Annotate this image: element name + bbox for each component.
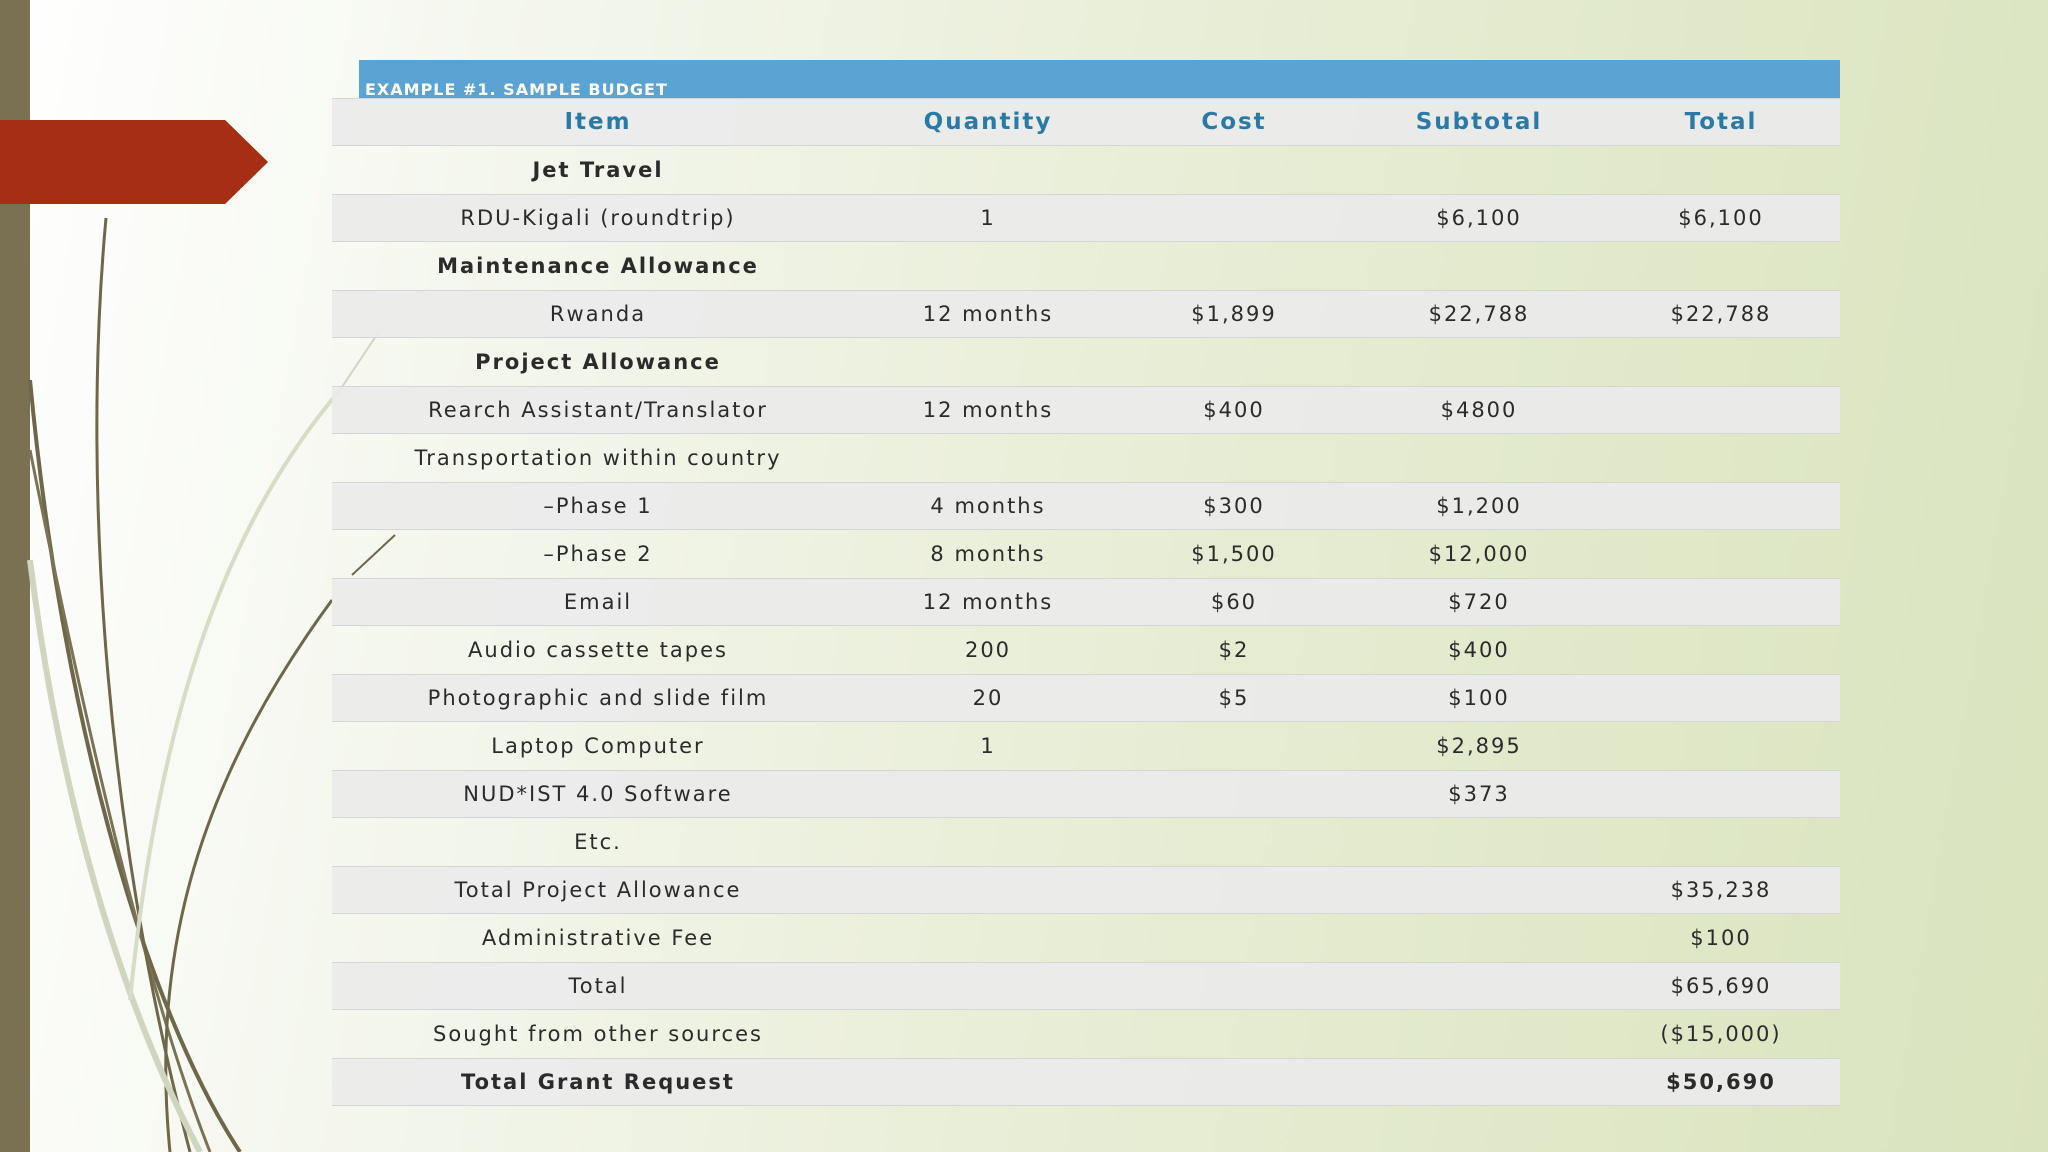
cell-item: Administrative Fee xyxy=(481,926,715,950)
table-row xyxy=(332,386,1840,434)
cell-total: ($15,000) xyxy=(1660,1022,1782,1046)
cell-total: $65,690 xyxy=(1670,974,1772,998)
cell-total: $6,100 xyxy=(1678,206,1764,230)
cell-quantity: 12 months xyxy=(922,398,1054,422)
cell-total: $35,238 xyxy=(1670,878,1772,902)
cell-cost: $400 xyxy=(1203,398,1265,422)
cell-item: Sought from other sources xyxy=(433,1022,763,1046)
cell-subtotal: $22,788 xyxy=(1428,302,1530,326)
table-row xyxy=(332,626,1840,674)
cell-item: Jet Travel xyxy=(532,158,664,182)
cell-total: $22,788 xyxy=(1670,302,1772,326)
cell-subtotal: $12,000 xyxy=(1428,542,1530,566)
cell-item: Total Grant Request xyxy=(461,1070,735,1094)
cell-item: RDU-Kigali (roundtrip) xyxy=(460,206,736,230)
table-row xyxy=(332,818,1840,866)
cell-total: $100 xyxy=(1690,926,1752,950)
header-item: Item xyxy=(564,109,632,135)
table-row xyxy=(332,1010,1840,1058)
cell-subtotal: $720 xyxy=(1448,590,1510,614)
cell-quantity: 12 months xyxy=(922,590,1054,614)
cell-total: $50,690 xyxy=(1666,1070,1776,1094)
table-row xyxy=(332,482,1840,530)
cell-subtotal: $2,895 xyxy=(1436,734,1522,758)
header-cost: Cost xyxy=(1201,109,1267,135)
cell-quantity: 8 months xyxy=(930,542,1046,566)
cell-quantity: 4 months xyxy=(930,494,1046,518)
cell-quantity: 1 xyxy=(980,206,996,230)
table-title: EXAMPLE #1. SAMPLE BUDGET xyxy=(359,60,1840,98)
cell-item: Maintenance Allowance xyxy=(437,254,759,278)
cell-subtotal: $400 xyxy=(1448,638,1510,662)
cell-quantity: 12 months xyxy=(922,302,1054,326)
cell-subtotal: $100 xyxy=(1448,686,1510,710)
cell-item: Total xyxy=(568,974,628,998)
cell-item: Total Project Allowance xyxy=(454,878,742,902)
table-row xyxy=(332,146,1840,194)
table-row xyxy=(332,914,1840,962)
cell-cost: $300 xyxy=(1203,494,1265,518)
table-row xyxy=(332,578,1840,626)
table-body xyxy=(332,146,1840,1106)
cell-item: NUD*IST 4.0 Software xyxy=(463,782,733,806)
table-row xyxy=(332,722,1840,770)
cell-item: Etc. xyxy=(574,830,622,854)
table-header-row xyxy=(332,98,1840,146)
cell-cost: $1,500 xyxy=(1191,542,1277,566)
cell-subtotal: $6,100 xyxy=(1436,206,1522,230)
cell-subtotal: $373 xyxy=(1448,782,1510,806)
cell-item: Transportation within country xyxy=(414,446,782,470)
cell-item: Email xyxy=(563,590,633,614)
header-quantity: Quantity xyxy=(923,109,1053,135)
table-row xyxy=(332,290,1840,338)
header-total: Total xyxy=(1684,109,1758,135)
table-row xyxy=(332,866,1840,914)
cell-cost: $1,899 xyxy=(1191,302,1277,326)
cell-cost: $2 xyxy=(1218,638,1250,662)
cell-item: Audio cassette tapes xyxy=(468,638,728,662)
cell-quantity: 20 xyxy=(972,686,1004,710)
cell-quantity: 200 xyxy=(964,638,1012,662)
cell-item: –Phase 2 xyxy=(543,542,653,566)
cell-item: Rearch Assistant/Translator xyxy=(428,398,768,422)
table-row xyxy=(332,770,1840,818)
table-row xyxy=(332,530,1840,578)
cell-item: –Phase 1 xyxy=(543,494,653,518)
header-subtotal: Subtotal xyxy=(1415,109,1543,135)
cell-item: Laptop Computer xyxy=(491,734,705,758)
table-row xyxy=(332,962,1840,1010)
cell-subtotal: $4800 xyxy=(1440,398,1518,422)
red-arrow-flag xyxy=(0,120,268,204)
table-row xyxy=(332,338,1840,386)
cell-item: Photographic and slide film xyxy=(427,686,769,710)
cell-quantity: 1 xyxy=(980,734,996,758)
table-row xyxy=(332,242,1840,290)
table-row xyxy=(332,674,1840,722)
table-row xyxy=(332,1058,1840,1106)
cell-item: Project Allowance xyxy=(475,350,721,374)
table-row xyxy=(332,194,1840,242)
cell-cost: $5 xyxy=(1218,686,1250,710)
budget-table xyxy=(332,60,1840,1106)
cell-cost: $60 xyxy=(1210,590,1258,614)
table-row xyxy=(332,434,1840,482)
cell-item: Rwanda xyxy=(549,302,647,326)
cell-subtotal: $1,200 xyxy=(1436,494,1522,518)
